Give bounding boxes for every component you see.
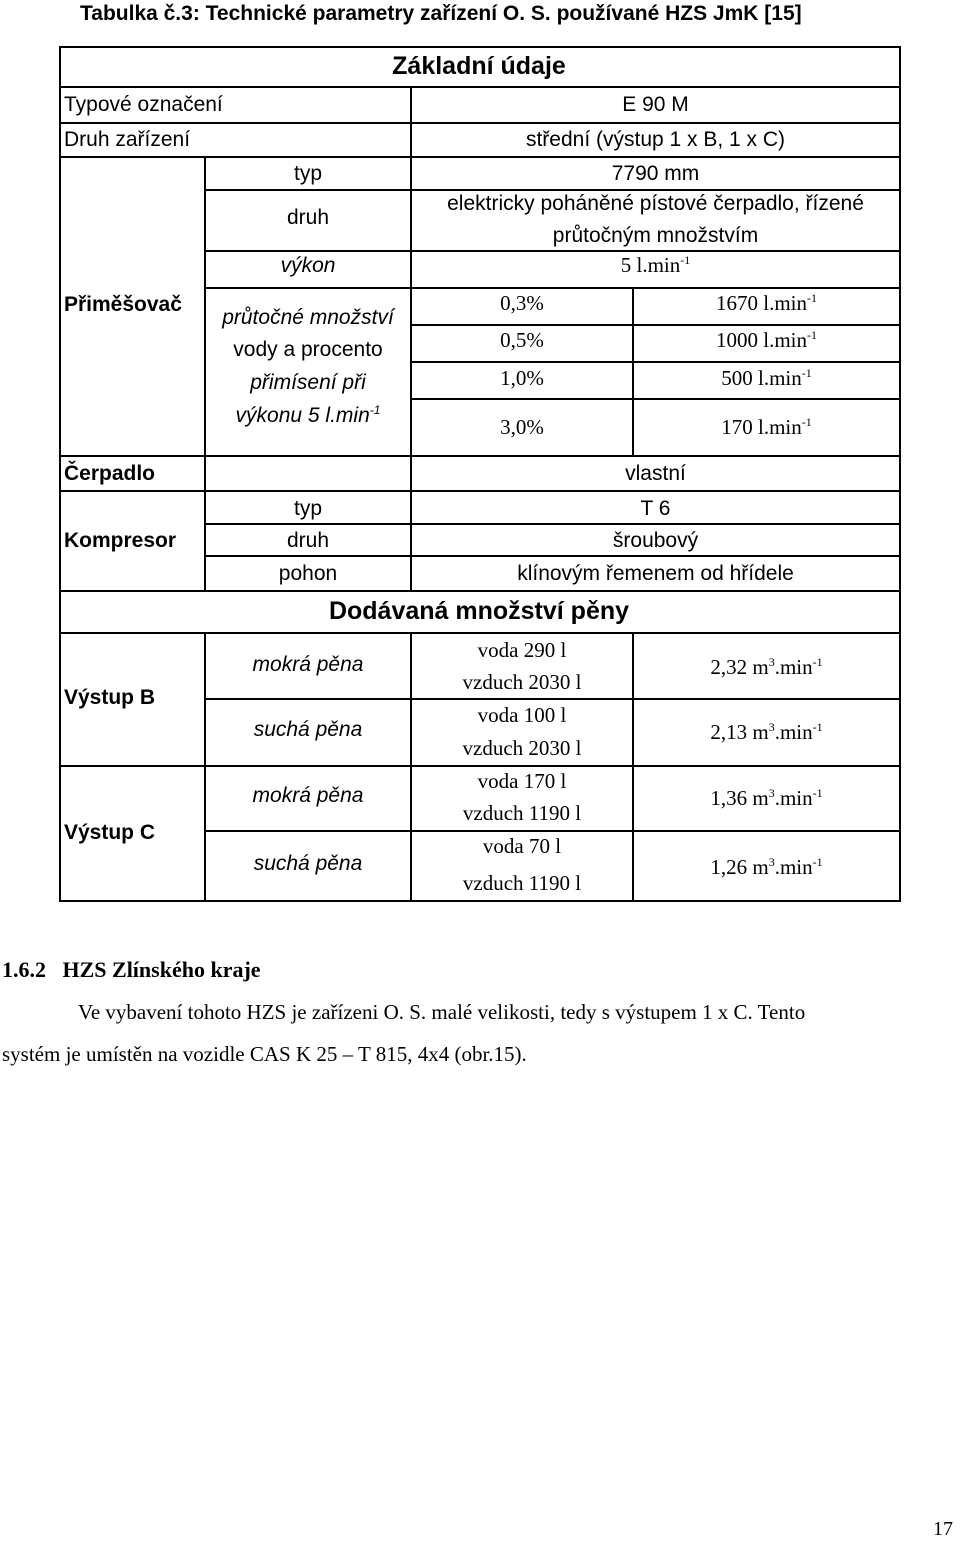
flow-label-line3: přimísení při <box>250 371 366 394</box>
air-amount: vzduch 1190 l <box>462 801 582 825</box>
page-number: 17 <box>933 1518 953 1540</box>
mixer-kind-value-line2: průtočným množstvím <box>552 224 759 247</box>
water-amount: voda 290 l <box>477 638 567 662</box>
compressor-type-value: T 6 <box>640 497 671 520</box>
flow-label-line4: výkonu 5 $l.\min^{-1}$ <box>235 403 381 427</box>
device-kind-value: střední (výstup 1 x B, 1 x C) <box>525 128 786 151</box>
mixer-label: Přiměšovač <box>64 293 182 316</box>
flow-label-line1: průtočné množství <box>222 306 394 329</box>
pump-label: Čerpadlo <box>64 462 156 485</box>
table-caption: Tabulka č.3: Technické parametry zařízení O. S. používané HZS JmK [15] <box>80 2 802 25</box>
compressor-kind-value: šroubový <box>612 529 699 552</box>
compressor-type-label: typ <box>293 497 322 520</box>
compressor-drive-value: klínovým řemenem od hřídele <box>517 562 794 585</box>
compressor-label: Kompresor <box>64 529 177 552</box>
foam-output: 2,32 $m^3.\min^{-1}$ <box>710 655 823 679</box>
paragraph-line-1: Ve vybavení tohoto HZS je zařízeni O. S. malé velikosti, tedy s výstupem 1 x C. Tento <box>78 1000 806 1024</box>
mixer-power-value: 5 $l.\min^{-1}$ <box>620 253 691 277</box>
foam-output: 1,36 $m^3.\min^{-1}$ <box>710 786 823 810</box>
foam-output: 1,26 $m^3.\min^{-1}$ <box>710 855 823 879</box>
flow-label-line2: vody a procento <box>233 338 383 361</box>
water-amount: voda 70 l <box>482 834 562 858</box>
section-heading-foam: Dodávaná množství pěny <box>328 597 630 625</box>
foam-type: suchá pěna <box>253 852 363 875</box>
mixer-type-value: 7790 mm <box>611 162 700 185</box>
compressor-kind-label: druh <box>286 529 330 552</box>
air-amount: vzduch 2030 l <box>462 670 582 694</box>
type-label: Typové označení <box>64 93 223 116</box>
section-heading-basic: Základní údaje <box>392 52 566 80</box>
mix-percent: 0,5% <box>500 328 544 352</box>
type-value: E 90 M <box>622 93 689 116</box>
foam-type: mokrá pěna <box>252 784 364 807</box>
mix-flow: 500 $l.\min^{-1}$ <box>721 366 812 390</box>
air-amount: vzduch 2030 l <box>462 736 582 760</box>
mix-percent: 0,3% <box>500 291 544 315</box>
foam-type: suchá pěna <box>253 718 363 741</box>
mixer-kind-value-line1: elektricky poháněné pístové čerpadlo, řízené <box>447 192 864 215</box>
mix-flow: 1670 $l.\min^{-1}$ <box>715 291 817 315</box>
air-amount: vzduch 1190 l <box>462 871 582 895</box>
outlet-c-label: Výstup C <box>64 821 156 844</box>
mix-percent: 1,0% <box>500 366 544 390</box>
water-amount: voda 170 l <box>477 769 567 793</box>
pump-value: vlastní <box>625 462 686 485</box>
foam-output: 2,13 $m^3.\min^{-1}$ <box>710 720 823 744</box>
compressor-drive-label: pohon <box>278 562 338 585</box>
device-kind-label: Druh zařízení <box>64 128 191 151</box>
mixer-kind-label: druh <box>286 206 330 229</box>
paragraph-line-2: systém je umístěn na vozidle CAS K 25 – T 815, 4x4 (obr.15). <box>2 1042 527 1066</box>
outlet-b-label: Výstup B <box>64 686 156 709</box>
mix-percent: 3,0% <box>500 415 544 439</box>
mix-flow: 170 $l.\min^{-1}$ <box>721 415 812 439</box>
water-amount: voda 100 l <box>477 703 567 727</box>
foam-type: mokrá pěna <box>252 653 364 676</box>
mix-flow: 1000 $l.\min^{-1}$ <box>715 328 817 352</box>
mixer-power-label: výkon <box>280 254 336 277</box>
mixer-type-label: typ <box>293 162 322 185</box>
section-heading: 1.6.2 HZS Zlínského kraje <box>2 957 261 982</box>
